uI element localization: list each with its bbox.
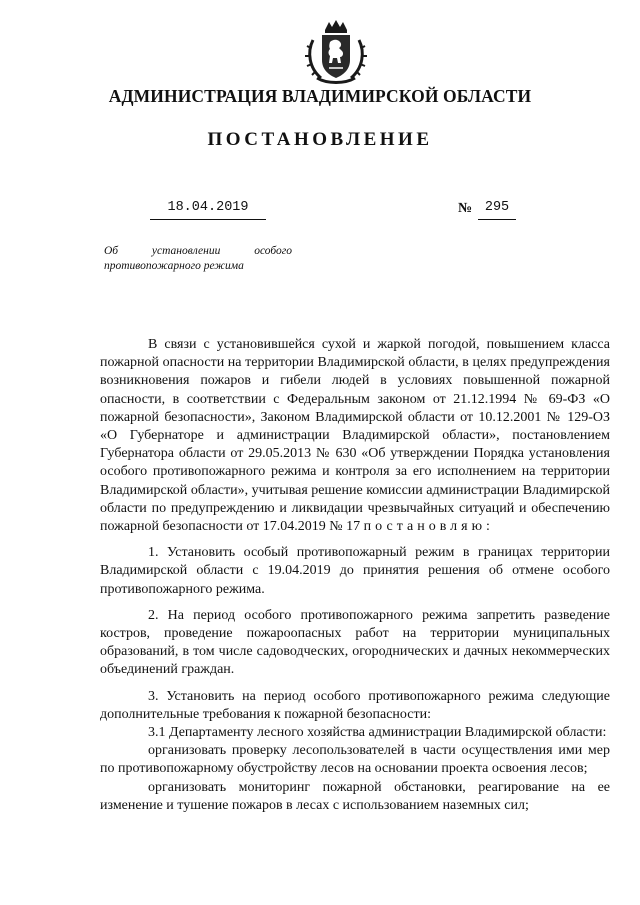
subject-word: особого — [254, 245, 292, 257]
item-3: 3. Установить на период особого противопожарного режима следующие дополнительные требования к пожарной безопасности: — [100, 688, 610, 722]
document-type: ПОСТАНОВЛЕНИЕ — [207, 129, 433, 150]
date-value: 18.04.2019 — [167, 200, 249, 215]
subject-word: установлении — [151, 245, 221, 257]
subject-line-2: противопожарного режима — [104, 260, 244, 272]
item-2: 2. На период особого противопожарного режима запретить разведение костров, проведение пожароопасных работ на территории муниципальных образований, в том числе садоводческих, огороднических и дачных некоммерческих объединений граждан. — [100, 607, 610, 678]
preamble-text: В связи с установившейся сухой и жаркой погодой, повышением класса пожарной опасности на территории Владимирской области, в целях предупреждения возникновения пожаров и гибели людей в условиях повышенной пожарной опасности, в соответствии с Федеральным законом от 21.12.1994 № 69-ФЗ «О пожарной безопасности», Законом Владимирской области от 10.12.2001 № 129-ОЗ «О Губернаторе и администрации Владимирской области», постановлением Губернатора области от 29.05.2013 № 630 «Об утверждении Порядка установления особого противопожарного режима и контроля за его исполнением на территории Владимирской области», учитывая решение комиссии администрации Владимирской области по предупреждению и ликвидации чрезвычайных ситуаций и обеспечению пожарной безопасности от 17.04.2019 № 17 — [100, 337, 610, 535]
number-label: № — [458, 201, 473, 216]
item-3-1-a: организовать проверку лесопользователей в части осуществления ими мер по противопожарному обустройству лесов на основании проекта освоения лесов; — [100, 743, 610, 777]
subject-word: Об — [104, 245, 119, 257]
number-value: 295 — [484, 200, 510, 215]
preamble-paragraph — [100, 336, 610, 536]
organization-name: АДМИНИСТРАЦИЯ ВЛАДИМИРСКОЙ ОБЛАСТИ — [108, 86, 532, 106]
resolve-word: постановляю: — [363, 519, 494, 535]
document-number — [478, 197, 516, 220]
coat-of-arms-icon — [303, 18, 369, 86]
subject-line-1 — [104, 244, 292, 259]
document-date — [150, 197, 266, 220]
item-3-1-b: организовать мониторинг пожарной обстановки, реагирование на ее изменение и тушение пожаров в лесах с использованием наземных сил; — [100, 779, 610, 813]
document-body — [100, 336, 610, 815]
item-1: 1. Установить особый противопожарный режим в границах территории Владимирской области с 19.04.2019 до принятия решения об отмене особого противопожарного режима. — [100, 545, 610, 597]
document-subject — [104, 244, 292, 274]
item-3-1: 3.1 Департаменту лесного хозяйства администрации Владимирской области: — [148, 725, 607, 741]
